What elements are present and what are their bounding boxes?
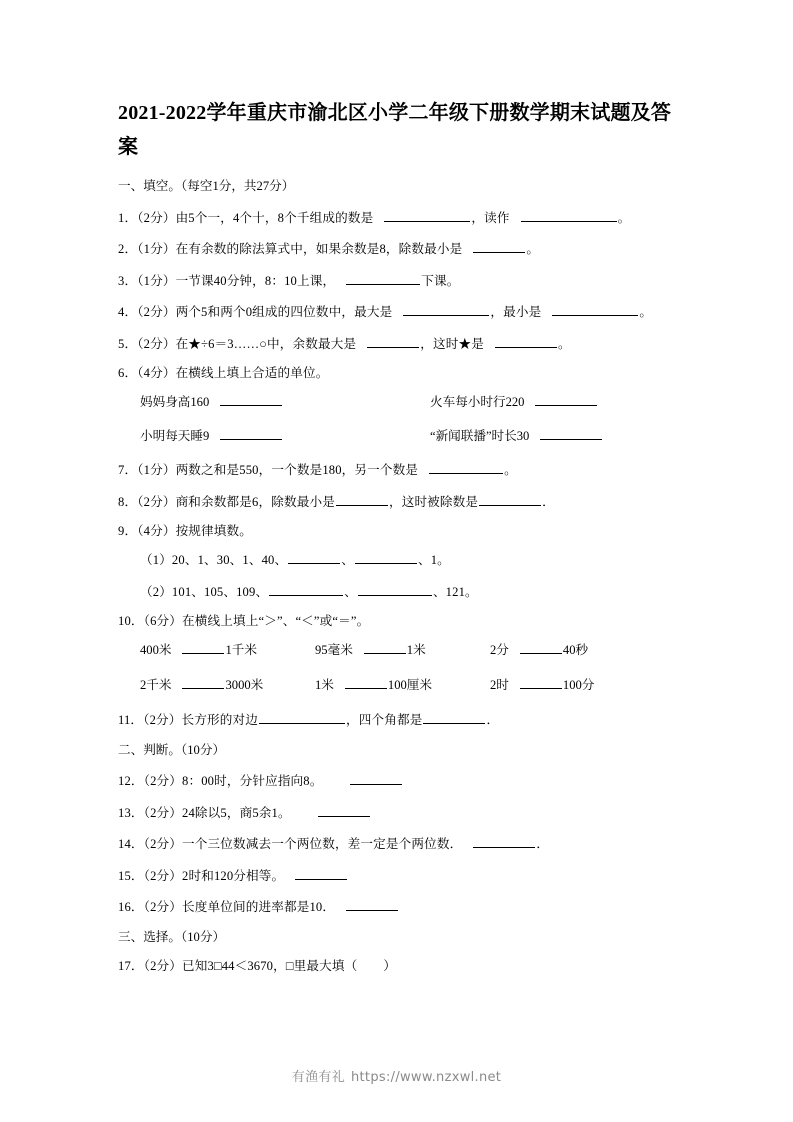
question-5-tail: 。 bbox=[557, 336, 571, 351]
answer-blank[interactable] bbox=[350, 771, 402, 785]
question-9-sub-1-mid: 、 bbox=[341, 553, 354, 567]
question-17-tail: ） bbox=[383, 959, 397, 973]
question-4-mid: ，最小是 bbox=[490, 305, 542, 319]
question-11-mid: ，四个角都是 bbox=[346, 713, 423, 727]
comparison-left: 95毫米 bbox=[315, 643, 353, 657]
answer-blank[interactable] bbox=[345, 675, 387, 689]
question-17-lead: 17．（2分）已知3□44＜3670，□里最大填（ bbox=[118, 959, 358, 973]
question-9-sub-1 bbox=[118, 550, 678, 568]
question-9-sub-2-lead: （2）101、105、109、 bbox=[140, 584, 269, 599]
answer-blank[interactable] bbox=[336, 492, 388, 506]
question-2-lead: 2．（1分）在有余数的除法算式中，如果余数是8，除数最小是 bbox=[118, 242, 463, 256]
question-8-mid: ，这时被除数是 bbox=[388, 494, 479, 509]
answer-blank[interactable] bbox=[259, 710, 345, 724]
comparison-left: 2时 bbox=[490, 678, 509, 692]
question-7-tail: 。 bbox=[504, 463, 517, 477]
answer-blank[interactable] bbox=[521, 208, 617, 222]
comparison-right: 3000米 bbox=[225, 678, 264, 692]
question-8 bbox=[118, 492, 678, 510]
question-5-lead: 5．（2分）在★÷6＝3……○中，余数最大是 bbox=[118, 336, 357, 351]
question-2 bbox=[118, 239, 678, 257]
answer-blank[interactable] bbox=[540, 426, 602, 440]
question-11-lead: 11．（2分）长方形的对边 bbox=[118, 713, 259, 727]
question-15-lead: 15．（2分）2时和120分相等。 bbox=[118, 868, 285, 883]
document-body bbox=[118, 96, 678, 988]
comparison-item bbox=[315, 675, 490, 693]
answer-blank[interactable] bbox=[364, 640, 406, 654]
watermark-brand: 有渔有礼 bbox=[291, 1070, 345, 1085]
question-9-sub-1-lead: （1）20、1、30、1、40、 bbox=[140, 553, 288, 567]
page-title: 2021-2022学年重庆市渝北区小学二年级下册数学期末试题及答案 bbox=[118, 102, 672, 158]
answer-blank[interactable] bbox=[318, 803, 370, 817]
question-6-item-3-label: 小明每天睡9 bbox=[140, 429, 210, 443]
comparison-left: 2千米 bbox=[140, 678, 172, 692]
answer-blank[interactable] bbox=[535, 392, 597, 406]
question-12 bbox=[118, 771, 678, 789]
question-10-row-2 bbox=[118, 675, 678, 693]
section-heading-judgement: 二、判断。（10分） bbox=[118, 742, 226, 757]
question-6-item-2 bbox=[430, 395, 598, 409]
question-13 bbox=[118, 803, 678, 821]
question-7-lead: 7．（1分）两数之和是550，一个数是180，另一个数是 bbox=[118, 463, 419, 477]
question-2-tail: 。 bbox=[526, 242, 540, 256]
question-14-lead: 14．（2分）一个三位数减去一个两位数，差一定是个两位数． bbox=[118, 837, 463, 851]
section-heading-choice: 三、选择。（10分） bbox=[118, 929, 226, 944]
answer-blank[interactable] bbox=[552, 302, 638, 316]
question-6 bbox=[118, 365, 678, 381]
comparison-item bbox=[490, 640, 588, 658]
comparison-right: 1米 bbox=[406, 643, 426, 657]
question-7 bbox=[118, 460, 678, 478]
answer-blank[interactable] bbox=[429, 460, 503, 474]
question-15 bbox=[118, 866, 678, 884]
question-8-tail: ． bbox=[542, 494, 555, 509]
comparison-item bbox=[140, 640, 315, 658]
question-16-lead: 16．（2分）长度单位间的进率都是10． bbox=[118, 900, 336, 914]
question-6-item-1-label: 妈妈身高160 bbox=[140, 395, 210, 409]
answer-blank[interactable] bbox=[520, 675, 562, 689]
question-3 bbox=[118, 271, 678, 289]
question-3-lead: 3．（1分）一节课40分钟，8：10上课， bbox=[118, 273, 336, 288]
question-5 bbox=[118, 334, 678, 352]
question-10-lead: 10．（6分）在横线上填上“＞”、“＜”或“＝”。 bbox=[118, 614, 370, 628]
question-6-item-1 bbox=[140, 392, 430, 410]
comparison-right: 40秒 bbox=[562, 643, 589, 657]
question-9-sub-2 bbox=[118, 582, 678, 600]
question-6-item-4-label: “新闻联播”时长30 bbox=[430, 429, 530, 443]
question-4 bbox=[118, 302, 678, 320]
question-9-sub-1-tail: 、1。 bbox=[417, 553, 450, 567]
question-9-sub-2-mid: 、 bbox=[344, 584, 357, 599]
question-6-row-2 bbox=[118, 426, 678, 444]
answer-blank[interactable] bbox=[269, 582, 343, 596]
question-5-mid: ，这时★是 bbox=[420, 336, 484, 351]
comparison-right: 1千米 bbox=[225, 643, 257, 657]
answer-blank[interactable] bbox=[520, 640, 562, 654]
question-9-sub-2-tail: 、121。 bbox=[432, 584, 478, 599]
answer-blank[interactable] bbox=[473, 834, 535, 848]
answer-blank[interactable] bbox=[495, 334, 557, 348]
comparison-item bbox=[490, 675, 594, 693]
question-14 bbox=[118, 834, 678, 852]
watermark-url: https://www.nzxwl.net bbox=[351, 1070, 502, 1085]
answer-blank[interactable] bbox=[384, 208, 470, 222]
answer-blank[interactable] bbox=[288, 550, 340, 564]
comparison-item bbox=[140, 675, 315, 693]
question-11-tail: ． bbox=[486, 713, 500, 727]
answer-blank[interactable] bbox=[473, 239, 525, 253]
question-9-lead: 9．（4分）按规律填数。 bbox=[118, 524, 253, 538]
question-10-row-1 bbox=[118, 640, 678, 658]
answer-blank[interactable] bbox=[346, 271, 420, 285]
answer-blank[interactable] bbox=[479, 492, 541, 506]
question-6-item-2-label: 火车每小时行220 bbox=[430, 395, 525, 409]
footer-watermark bbox=[0, 1066, 793, 1085]
question-10 bbox=[118, 613, 678, 629]
comparison-left: 400米 bbox=[140, 643, 172, 657]
answer-blank[interactable] bbox=[220, 392, 282, 406]
question-13-lead: 13．（2分）24除以5，商5余1。 bbox=[118, 805, 291, 820]
question-14-tail: ． bbox=[536, 837, 550, 851]
answer-blank[interactable] bbox=[182, 675, 224, 689]
answer-blank[interactable] bbox=[403, 302, 489, 316]
question-9 bbox=[118, 523, 678, 539]
comparison-right: 100分 bbox=[562, 678, 595, 692]
question-6-item-3 bbox=[140, 426, 430, 444]
answer-blank[interactable] bbox=[182, 640, 224, 654]
question-11 bbox=[118, 710, 678, 728]
question-6-row-1 bbox=[118, 392, 678, 410]
section-heading-fill-in: 一、填空。（每空1分，共27分） bbox=[118, 179, 295, 193]
answer-blank[interactable] bbox=[220, 426, 282, 440]
question-4-lead: 4．（2分）两个5和两个0组成的四位数中，最大是 bbox=[118, 305, 393, 319]
answer-blank[interactable] bbox=[295, 866, 347, 880]
comparison-left: 1米 bbox=[315, 678, 334, 692]
question-17 bbox=[118, 958, 678, 974]
answer-blank[interactable] bbox=[367, 334, 419, 348]
question-1-tail: 。 bbox=[617, 210, 631, 225]
question-1-lead: 1．（2分）由5个一，4个十，8个千组成的数是 bbox=[118, 210, 374, 225]
answer-blank[interactable] bbox=[423, 710, 485, 724]
question-1-mid: ，读作 bbox=[471, 210, 510, 225]
answer-blank[interactable] bbox=[346, 897, 398, 911]
answer-blank[interactable] bbox=[358, 582, 432, 596]
comparison-left: 2分 bbox=[490, 643, 509, 657]
question-8-lead: 8．（2分）商和余数都是6，除数最小是 bbox=[118, 494, 335, 509]
answer-blank[interactable] bbox=[355, 550, 417, 564]
question-6-item-4 bbox=[430, 429, 603, 443]
question-12-lead: 12．（2分）8：00时，分针应指向8。 bbox=[118, 774, 323, 788]
question-3-tail: 下课。 bbox=[421, 273, 460, 288]
question-16 bbox=[118, 897, 678, 915]
question-4-tail: 。 bbox=[639, 305, 653, 319]
comparison-right: 100厘米 bbox=[387, 678, 432, 692]
question-1 bbox=[118, 208, 678, 226]
comparison-item bbox=[315, 640, 490, 658]
question-6-lead: 6．（4分）在横线上填上合适的单位。 bbox=[118, 366, 329, 380]
